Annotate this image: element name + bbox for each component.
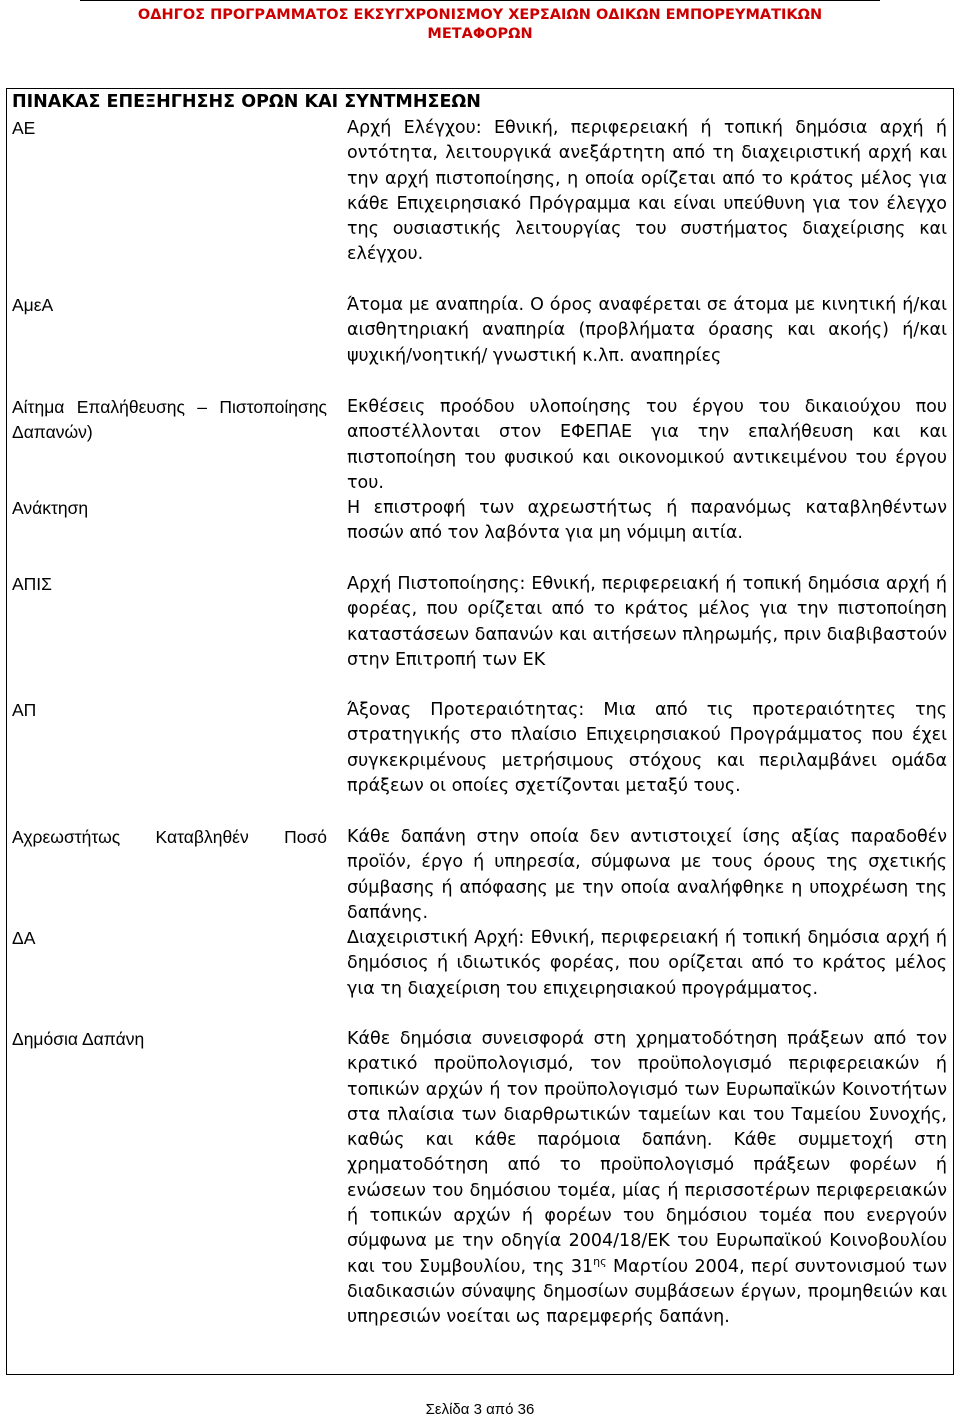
definition: Η επιστροφή των αχρεωστήτως ή παρανόμως καταβληθέντων ποσών από τον λαβόντα για μη νόμιμη αιτία. bbox=[347, 498, 947, 544]
ordinal-superscript: ης bbox=[593, 1254, 607, 1268]
definition bbox=[347, 1027, 947, 1331]
term: ΑμεΑ bbox=[12, 295, 54, 315]
definition: Άτομα με αναπηρία. Ο όρος αναφέρεται σε άτομα με κινητική ή/και αισθητηριακή αναπηρία (προβλήματα όρασης και ακοής) ή/και ψυχική/νοητική/ γνωστική κ.λπ. αναπηρίες bbox=[347, 295, 947, 366]
definition-part-b: Μαρτίου 2004, περί συντονισμού των διαδικασιών σύναψης δημοσίων συμβάσεων έργων, προμηθειών και υπηρεσιών νοείται ως παρεμφερής δαπάνη. bbox=[347, 1256, 947, 1328]
definition-part-a: Κάθε δημόσια συνεισφορά στη χρηματοδότηση πράξεων από τον κρατικό προϋπολογισμό, τον προϋπολογισμό περιφερειακών ή τοπικών αρχών ή τον προϋπολογισμό των Ευρωπαϊκών Κοινοτήτων στα πλαίσια των διαρθρωτικών ταμείων και του Ταμείου Συνοχής, καθώς και κάθε παρόμοια δαπάνη. Κάθε συμμετοχή στη χρηματοδότηση από το προϋπολογισμό πράξεων φορέων ή ενώσεων του δημόσιου τομέα, μίας ή περισσοτέρων περιφερειακών ή τοπικών αρχών ή φορέων του δημόσιου τομέα που ενεργούν σύμφωνα με την οδηγία 2004/18/ΕΚ του Ευρωπαϊκού Κοινοβουλίου και του Συμβουλίου, της 31 bbox=[347, 1029, 947, 1277]
definition: Αρχή Ελέγχου: Εθνική, περιφερειακή ή τοπική δημόσια αρχή ή οντότητα, λειτουργικά ανεξάρτητη από τη διαχειριστική αρχή και την αρχή πιστοποίησης, η οποία ορίζεται από το κράτος μέλος για κάθε Επιχειρησιακό Πρόγραμμα και είναι υπεύθυνη για τον έλεγχο της ουσιαστικής λειτουργίας του συστήματος διαχείρισης και ελέγχου. bbox=[347, 118, 947, 265]
definition: Κάθε δαπάνη στην οποία δεν αντιστοιχεί ίσης αξίας παραδοθέν προϊόν, έργο ή υπηρεσία, σύμφωνα με τους όρους της σχετικής σύμβασης ή απόφασης με την οποία αναλήφθηκε η υποχρέωση της δαπάνης. bbox=[347, 827, 947, 923]
document-header bbox=[20, 6, 940, 44]
term: Αίτημα Επαλήθευσης – Πιστοποίησης Δαπανών) bbox=[12, 397, 327, 443]
table-title: ΠΙΝΑΚΑΣ ΕΠΕΞΗΓΗΣΗΣ ΟΡΩΝ ΚΑΙ ΣΥΝΤΜΗΣΕΩΝ bbox=[12, 92, 481, 112]
term: ΔΑ bbox=[12, 928, 36, 948]
page-number: Σελίδα 3 από 36 bbox=[425, 1401, 535, 1418]
definition: Εκθέσεις προόδου υλοποίησης του έργου του δικαιούχου που αποστέλλονται στον ΕΦΕΠΑΕ για την επαλήθευση και και πιστοποίηση του φυσικού και οικονομικού αντικειμένου του έργου του. bbox=[347, 397, 947, 493]
definition: Αρχή Πιστοποίησης: Εθνική, περιφερειακή ή τοπική δημόσια αρχή ή φορέας, που ορίζεται από το κράτος μέλος για την πιστοποίηση καταστάσεων δαπανών και αιτήσεων πληρωμής, πριν διαβιβαστούν στην Επιτροπή των ΕΚ bbox=[347, 574, 947, 670]
term: Αχρεωστήτως Καταβληθέν Ποσό bbox=[12, 827, 327, 847]
header-title-line1: ΟΔΗΓΟΣ ΠΡΟΓΡΑΜΜΑΤΟΣ ΕΚΣΥΓΧΡΟΝΙΣΜΟΥ ΧΕΡΣΑΙΩΝ ΟΔΙΚΩΝ ΕΜΠΟΡΕΥΜΑΤΙΚΩΝ bbox=[137, 7, 823, 23]
header-rule bbox=[80, 0, 880, 1]
header-title-line2: ΜΕΤΑΦΟΡΩΝ bbox=[427, 26, 533, 42]
definition: Διαχειριστική Αρχή: Εθνική, περιφερειακή ή τοπική δημόσια αρχή ή δημόσιος ή ιδιωτικός φορέας, που ορίζεται από το κράτος μέλος για τη διαχείριση του επιχειρησιακού προγράμματος. bbox=[347, 928, 947, 999]
term: Ανάκτηση bbox=[12, 498, 89, 518]
term: ΑΕ bbox=[12, 118, 36, 138]
term: Δημόσια Δαπάνη bbox=[12, 1029, 145, 1049]
term: ΑΠ bbox=[12, 700, 37, 720]
term: ΑΠΙΣ bbox=[12, 574, 52, 594]
definition: Άξονας Προτεραιότητας: Μια από τις προτεραιότητες της στρατηγικής στο πλαίσιο Επιχειρησιακού Προγράμματος που έχει συγκεκριμένους μετρήσιμους στόχους και περιλαμβάνει ομάδα πράξεων οι οποίες σχετίζονται μεταξύ τους. bbox=[347, 700, 947, 796]
